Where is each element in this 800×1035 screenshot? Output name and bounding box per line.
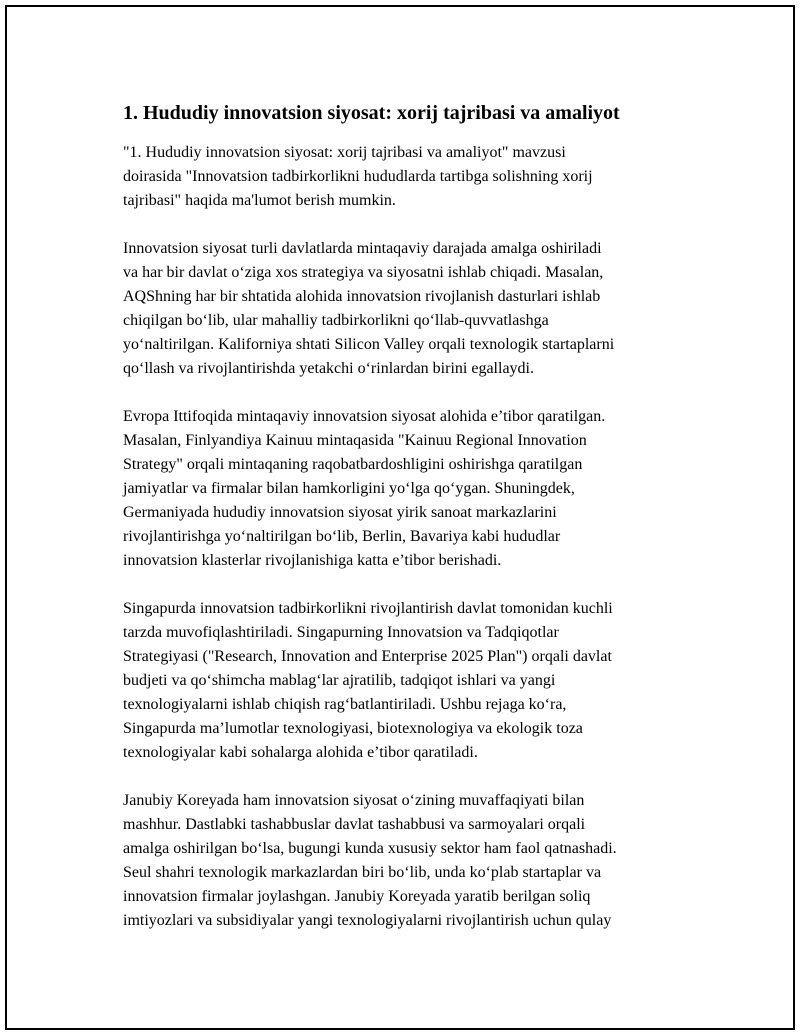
paragraph-south-korea [123,789,693,933]
text-line: Singapurda ma’lumotlar texnologiyasi, biotexnologiya va ekologik toza [123,720,583,737]
text-line: budjeti va qo‘shimcha mablag‘lar ajratilib, tadqiqot ishlari va yangi [123,672,556,689]
text-line: jamiyatlar va firmalar bilan hamkorligini yo‘lga qo‘ygan. Shuningdek, [123,480,575,497]
text-line: rivojlantirishga yo‘naltirilgan bo‘lib, Berlin, Bavariya kabi hududlar [123,528,561,545]
paragraph-eu [123,405,693,573]
text-line: yo‘naltirilgan. Kaliforniya shtati Silicon Valley orqali texnologik startaplarni [123,336,615,353]
page-frame [5,5,795,1030]
document-title: 1. Hududiy innovatsion siyosat: xorij tajribasi va amaliyot [123,102,620,124]
text-line: texnologiyalarni ishlab chiqish rag‘batlantiriladi. Ushbu rejaga ko‘ra, [123,696,567,713]
text-line: Strategy" orqali mintaqaning raqobatbardoshligini oshirishga qaratilgan [123,456,583,473]
text-line: Germaniyada hududiy innovatsion siyosat yirik sanoat markazlarini [123,504,557,521]
document-body [123,101,693,957]
text-line: qo‘llash va rivojlantirishda yetakchi o‘rinlardan birini egallaydi. [123,360,534,377]
text-line: mashhur. Dastlabki tashabbuslar davlat tashabbusi va sarmoyalari orqali [123,816,586,833]
text-line: doirasida "Innovatsion tadbirkorlikni hududlarda tartibga solishning xorij [123,168,593,185]
text-line: Evropa Ittifoqida mintaqaviy innovatsion siyosat alohida e’tibor qaratilgan. [123,408,606,425]
text-line: Masalan, Finlyandiya Kainuu mintaqasida "Kainuu Regional Innovation [123,432,587,449]
text-line: imtiyozlari va subsidiyalar yangi texnologiyalarni rivojlantirish uchun qulay [123,912,612,929]
text-line: AQShning har bir shtatida alohida innovatsion rivojlanish dasturlari ishlab [123,288,601,305]
text-line: chiqilgan bo‘lib, ular mahalliy tadbirkorlikni qo‘llab-quvvatlashga [123,312,549,329]
text-line: Innovatsion siyosat turli davlatlarda mintaqaviy darajada amalga oshiriladi [123,240,602,257]
paragraph-singapore [123,597,693,765]
text-line: innovatsion firmalar joylashgan. Janubiy Koreyada yaratib berilgan soliq [123,888,591,905]
text-line: "1. Hududiy innovatsion siyosat: xorij tajribasi va amaliyot" mavzusi [123,144,566,161]
text-line: texnologiyalar kabi sohalarga alohida e’tibor qaratiladi. [123,744,478,761]
text-line: va har bir davlat o‘ziga xos strategiya va siyosatni ishlab chiqadi. Masalan, [123,264,604,281]
text-line: innovatsion klasterlar rivojlanishiga katta e’tibor berishadi. [123,552,502,569]
text-line: tarzda muvofiqlashtiriladi. Singapurning Innovatsion va Tadqiqotlar [123,624,559,641]
text-line: Janubiy Koreyada ham innovatsion siyosat o‘zining muvaffaqiyati bilan [123,792,585,809]
paragraph-intro [123,141,693,213]
paragraph-usa [123,237,693,381]
text-line: amalga oshirilgan bo‘lsa, bugungi kunda xususiy sektor ham faol qatnashadi. [123,840,617,857]
text-line: Seul shahri texnologik markazlardan biri bo‘lib, unda ko‘plab startaplar va [123,864,602,881]
text-line: Strategiyasi ("Research, Innovation and Enterprise 2025 Plan") orqali davlat [123,648,612,665]
text-line: Singapurda innovatsion tadbirkorlikni rivojlantirish davlat tomonidan kuchli [123,600,613,617]
text-line: tajribasi" haqida ma'lumot berish mumkin. [123,192,396,209]
